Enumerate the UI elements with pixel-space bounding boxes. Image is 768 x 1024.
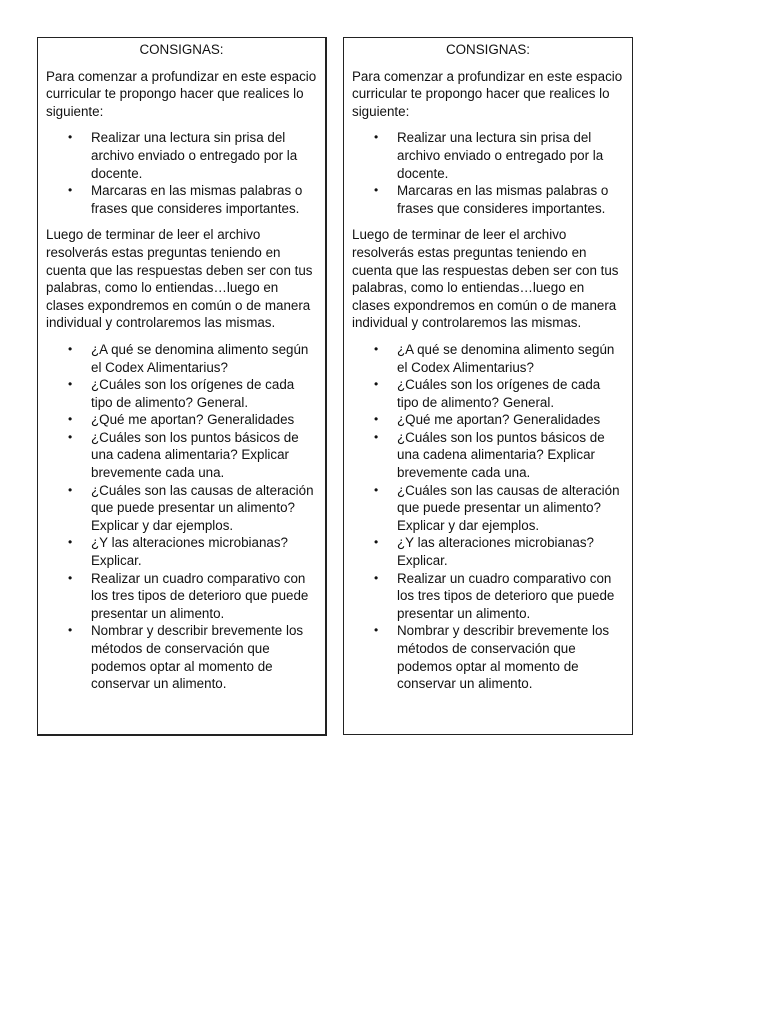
question-text: Nombrar y describir brevemente los métodos de conservación que podemos optar al momento de conservar un alimento.	[91, 623, 304, 692]
question-item	[46, 341, 317, 376]
card-title: CONSIGNAS:	[445, 42, 531, 57]
question-item	[352, 534, 624, 569]
question-text: ¿Cuáles son las causas de alteración que puede presentar un alimento? Explicar y dar ejemplos.	[91, 482, 314, 533]
bullet-icon: •	[68, 341, 73, 356]
bullet-icon: •	[68, 429, 73, 444]
bullet-icon: •	[68, 130, 73, 145]
question-item	[46, 534, 317, 569]
question-text: ¿Cuáles son los puntos básicos de una cadena alimentaria? Explicar brevemente cada una.	[91, 429, 299, 481]
task-item	[352, 129, 624, 182]
question-text: ¿Y las alteraciones microbianas? Explicar.	[397, 535, 594, 569]
question-item	[352, 622, 624, 692]
question-item	[352, 411, 624, 429]
question-text: ¿Cuáles son las causas de alteración que puede presentar un alimento? Explicar y dar ejemplos.	[397, 482, 620, 533]
instructions-paragraph: Luego de terminar de leer el archivo resolverás estas preguntas teniendo en cuenta que las respuestas deben ser con tus palabras, como lo entiendas…luego en clases expondremos en común o de manera individual y controlaremos las mismas.	[46, 227, 313, 331]
question-item	[46, 482, 317, 535]
question-text: ¿Cuáles son los orígenes de cada tipo de alimento? General.	[91, 377, 295, 410]
question-text: ¿Y las alteraciones microbianas? Explicar.	[91, 535, 288, 569]
question-item	[352, 429, 624, 482]
question-item	[46, 622, 317, 692]
question-text: Realizar un cuadro comparativo con los tres tipos de deterioro que puede presentar un alimento.	[91, 570, 309, 621]
consignas-card-left	[37, 37, 327, 736]
intro-paragraph: Para comenzar a profundizar en este espacio curricular te propongo hacer que realices lo siguiente:	[352, 68, 623, 119]
question-item	[46, 429, 317, 482]
question-text: ¿A qué se denomina alimento según el Codex Alimentarius?	[91, 341, 309, 375]
question-item	[46, 376, 317, 411]
bullet-icon: •	[374, 183, 379, 198]
task-list	[46, 129, 317, 217]
card-title: CONSIGNAS:	[139, 42, 224, 57]
bullet-icon: •	[68, 623, 73, 638]
question-text: ¿Qué me aportan? Generalidades	[91, 412, 295, 428]
intro-paragraph: Para comenzar a profundizar en este espacio curricular te propongo hacer que realices lo siguiente:	[46, 68, 317, 119]
bullet-icon: •	[68, 482, 73, 497]
bullet-icon: •	[68, 412, 73, 427]
bullet-icon: •	[374, 482, 379, 497]
bullet-icon: •	[374, 412, 379, 427]
question-text: ¿A qué se denomina alimento según el Codex Alimentarius?	[397, 341, 615, 375]
question-text: ¿Cuáles son los puntos básicos de una cadena alimentaria? Explicar brevemente cada una.	[397, 429, 605, 481]
question-item	[352, 482, 624, 535]
question-text: ¿Cuáles son los orígenes de cada tipo de alimento? General.	[397, 377, 601, 410]
question-list	[352, 341, 624, 693]
instructions-paragraph: Luego de terminar de leer el archivo resolverás estas preguntas teniendo en cuenta que las respuestas deben ser con tus palabras, como lo entiendas…luego en clases expondremos en común o de manera individual y controlaremos las mismas.	[352, 227, 619, 331]
task-text: Realizar una lectura sin prisa del archivo enviado o entregado por la docente.	[91, 130, 298, 181]
task-item	[352, 182, 624, 217]
question-item	[352, 376, 624, 411]
bullet-icon: •	[374, 341, 379, 356]
task-text: Realizar una lectura sin prisa del archivo enviado o entregado por la docente.	[397, 130, 604, 181]
bullet-icon: •	[68, 183, 73, 198]
bullet-icon: •	[374, 377, 379, 392]
bullet-icon: •	[68, 377, 73, 392]
task-item	[46, 182, 317, 217]
question-text: Nombrar y describir brevemente los métodos de conservación que podemos optar al momento de conservar un alimento.	[397, 623, 610, 692]
task-text: Marcaras en las mismas palabras o frases que consideres importantes.	[91, 183, 303, 216]
task-item	[46, 129, 317, 182]
task-list	[352, 129, 624, 217]
question-text: Realizar un cuadro comparativo con los tres tipos de deterioro que puede presentar un alimento.	[397, 570, 615, 621]
bullet-icon: •	[374, 429, 379, 444]
question-item	[352, 570, 624, 623]
task-text: Marcaras en las mismas palabras o frases que consideres importantes.	[397, 183, 609, 216]
question-text: ¿Qué me aportan? Generalidades	[397, 412, 601, 428]
bullet-icon: •	[68, 570, 73, 585]
question-item	[46, 570, 317, 623]
bullet-icon: •	[374, 535, 379, 550]
question-item	[352, 341, 624, 376]
bullet-icon: •	[374, 623, 379, 638]
bullet-icon: •	[68, 535, 73, 550]
bullet-icon: •	[374, 130, 379, 145]
bullet-icon: •	[374, 570, 379, 585]
question-list	[46, 341, 317, 693]
question-item	[46, 411, 317, 429]
consignas-card-right	[343, 37, 633, 735]
